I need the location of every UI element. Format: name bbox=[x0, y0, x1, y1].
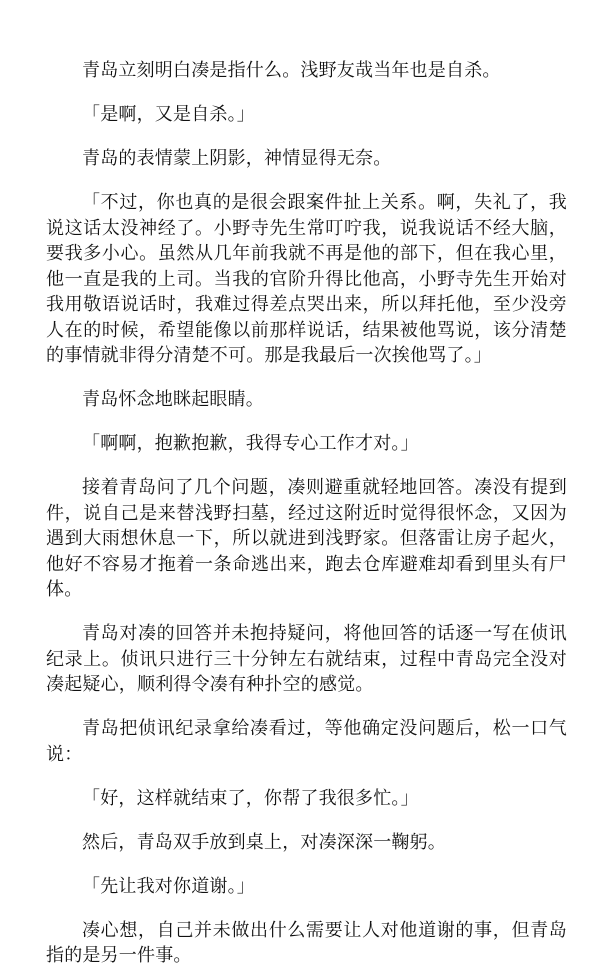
paragraph: 然后，青岛双手放到桌上，对凑深深一鞠躬。 bbox=[82, 831, 446, 853]
paragraph: 「好，这样就结束了，你帮了我很多忙。」 bbox=[82, 787, 419, 809]
paragraph: 青岛的表情蒙上阴影，神情显得无奈。 bbox=[82, 148, 392, 169]
paragraph: 青岛对凑的回答并未抱持疑问，将他回答的话逐一写在侦讯纪录上。侦讯只进行三十分钟左右就结束，过程中青岛完全没对凑起疑心，顺利得令凑有种扑空的感觉。 bbox=[46, 623, 567, 695]
paragraph: 接着青岛问了几个问题，凑则避重就轻地回答。凑没有提到件，说自己是来替浅野扫墓，经过这附近时觉得很怀念，又因为遇到大雨想休息一下，所以就进到浅野家。但落雷让房子起火，他好不容易才拖着一条命逃出来，跑去仓库避难却看到里头有尸体。 bbox=[46, 477, 567, 600]
paragraph: 「啊啊，抱歉抱歉，我得专心工作才对。」 bbox=[82, 433, 419, 454]
paragraph: 青岛怀念地眯起眼睛。 bbox=[82, 389, 264, 410]
paragraph: 凑心想，自己并未做出什么需要让人对他道谢的事，但青岛指的是另一件事。 bbox=[46, 919, 567, 966]
document-body bbox=[46, 58, 567, 969]
paragraph: 青岛把侦讯纪录拿给凑看过，等他确定没问题后，松一口气说： bbox=[46, 718, 567, 765]
paragraph: 「不过，你也真的是很会跟案件扯上关系。啊，失礼了，我说这话太没神经了。小野寺先生常叮咛我，说我说话不经大脑，要我多小心。虽然从几年前我就不再是他的部下，但在我心里，他一直是我的上司。当我的官阶升得比他高，小野寺先生开始对我用敬语说话时，我难过得差点哭出来，所以拜托他，至少没旁人在的时候，希望能像以前那样说话，结果被他骂说，该分清楚的事情就非得分清楚不可。那是我最后一次挨他骂了。」 bbox=[46, 192, 567, 366]
paragraph: 青岛立刻明白凑是指什么。浅野友哉当年也是自杀。 bbox=[82, 60, 501, 81]
paragraph: 「是啊，又是自杀。」 bbox=[82, 104, 255, 125]
paragraph: 「先让我对你道谢。」 bbox=[82, 875, 255, 897]
